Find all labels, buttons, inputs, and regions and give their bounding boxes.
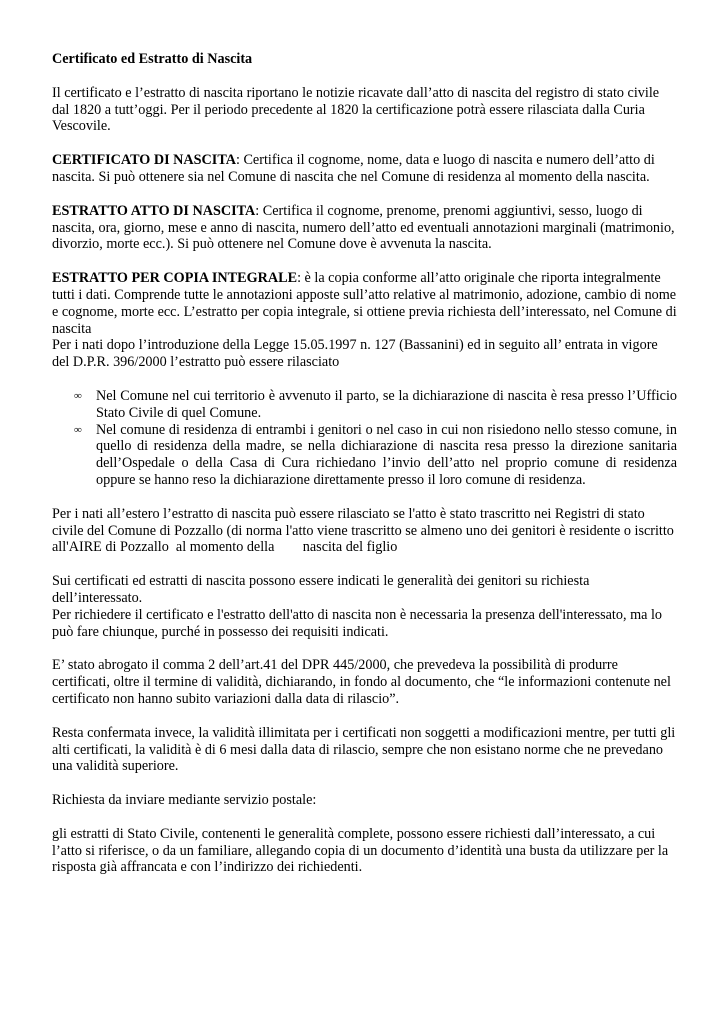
intro-paragraph: Il certificato e l’estratto di nascita riportano le notizie ricavate dall’atto di nascita del registro di stato civile dal 1820 a tutt’oggi. Per il periodo precedente al 1820 la certificazione potrà essere rilasciata dalla Curia Vescovile.	[52, 84, 660, 135]
certificato-text: : Certifica il cognome, nome, data e luogo di nascita e numero dell’atto di nascita. Si può ottenere sia nel Comune di nascita che nel Comune di residenza al momento della nascita.	[52, 152, 655, 185]
estratto-atto-heading: ESTRATTO ATTO DI NASCITA	[52, 202, 256, 219]
document-title: Certificato ed Estratto di Nascita	[52, 51, 253, 67]
list-item	[52, 422, 677, 489]
estero-paragraph: Per i nati all’estero l’estratto di nascita può essere rilasciato se l'atto è stato trascritto nei Registri di stato civile del Comune di Pozzallo (di norma l'atto viene trascritto se almeno uno dei genitori è residente o iscritto all'AIRE di Pozzallo al momento della nascita del figlio	[52, 505, 678, 556]
infinity-bullet-icon: ∞	[74, 389, 82, 402]
chiunque-paragraph: Per richiedere il certificato e l'estratto dell'atto di nascita non è necessaria la presenza dell'interessato, ma lo può fare chiunque, purché in possesso dei requisiti indicati.	[52, 606, 662, 640]
generalita-paragraph: Sui certificati ed estratti di nascita possono essere indicati le generalità dei genitori su richiesta dell’interessato.	[52, 573, 590, 606]
estratto-copia-text: : è la copia conforme all’atto originale che riporta integralmente tutti i dati. Comprende tutte le annotazioni apposte sull’atto relative al matrimonio, adozione, cambio di nome e cognome, morte ecc. L’estratto per copia integrale, si ottiene previa richiesta dell’interessato, nel Comune di nascita	[52, 270, 677, 337]
document-page	[52, 51, 677, 893]
estratto-atto-text: : Certifica il cognome, prenome, prenomi aggiuntivi, sesso, luogo di nascita, ora, giorno, mese e anno di nascita, numero dell’atto ed eventuali annotazioni marginali (matrimonio, divorzio, morte ecc.). Si può ottenere nel Comune dove è avvenuta la nascita.	[52, 202, 675, 253]
list-item-text: Nel Comune nel cui territorio è avvenuto il parto, se la dichiarazione di nascita è resa presso l’Ufficio Stato Civile di quel Comune.	[96, 387, 677, 421]
certificato-paragraph	[52, 152, 677, 186]
estratti-stato-civile-paragraph: gli estratti di Stato Civile, contenenti le generalità complete, possono essere richiesti dall’interessato, a cui l’atto si riferisce, o da un familiare, allegando copia di un documento d’identità una busta da utilizzare per la risposta già affrancata e con l’indirizzo dei richiedenti.	[52, 825, 669, 876]
list-item-text: Nel comune di residenza di entrambi i genitori o nel caso in cui non risiedono nello stesso comune, in quello di residenza della madre, se nella dichiarazione di nascita resa presso la direzione sanitaria dell’Ospedale o della Casa di Cura richiedano l’invio dell’atto nel proprio comune di residenza oppure se hanno reso la dichiarazione direttamente presso il loro comune di residenza.	[96, 421, 677, 488]
abrogato-paragraph: E’ stato abrogato il comma 2 dell’art.41 del DPR 445/2000, che prevedeva la possibilità di produrre certificati, oltre il termine di validità, dichiarando, in fondo al documento, che “le informazioni contenute nel certificato non hanno subito variazioni dalla data di rilascio”.	[52, 657, 671, 707]
infinity-bullet-icon: ∞	[74, 423, 82, 436]
estratto-copia-heading: ESTRATTO PER COPIA INTEGRALE	[52, 270, 298, 287]
estratto-atto-paragraph	[52, 203, 677, 253]
list-item	[52, 388, 677, 422]
bullet-list	[52, 388, 677, 489]
bassanini-paragraph: Per i nati dopo l’introduzione della Legge 15.05.1997 n. 127 (Bassanini) ed in seguito all’ entrata in vigore del D.P.R. 396/2000 l’estratto può essere rilasciato	[52, 337, 658, 371]
validita-paragraph: Resta confermata invece, la validità illimitata per i certificati non soggetti a modificazioni mentre, per tutti gli alti certificati, la validità è di 6 mesi dalla data di rilascio, sempre che non esistano norme che ne prevedano una validità superiore.	[52, 724, 676, 775]
certificato-heading: CERTIFICATO DI NASCITA	[52, 152, 236, 169]
estratto-copia-paragraph	[52, 270, 677, 337]
richiesta-postale-paragraph: Richiesta da inviare mediante servizio postale:	[52, 792, 317, 809]
